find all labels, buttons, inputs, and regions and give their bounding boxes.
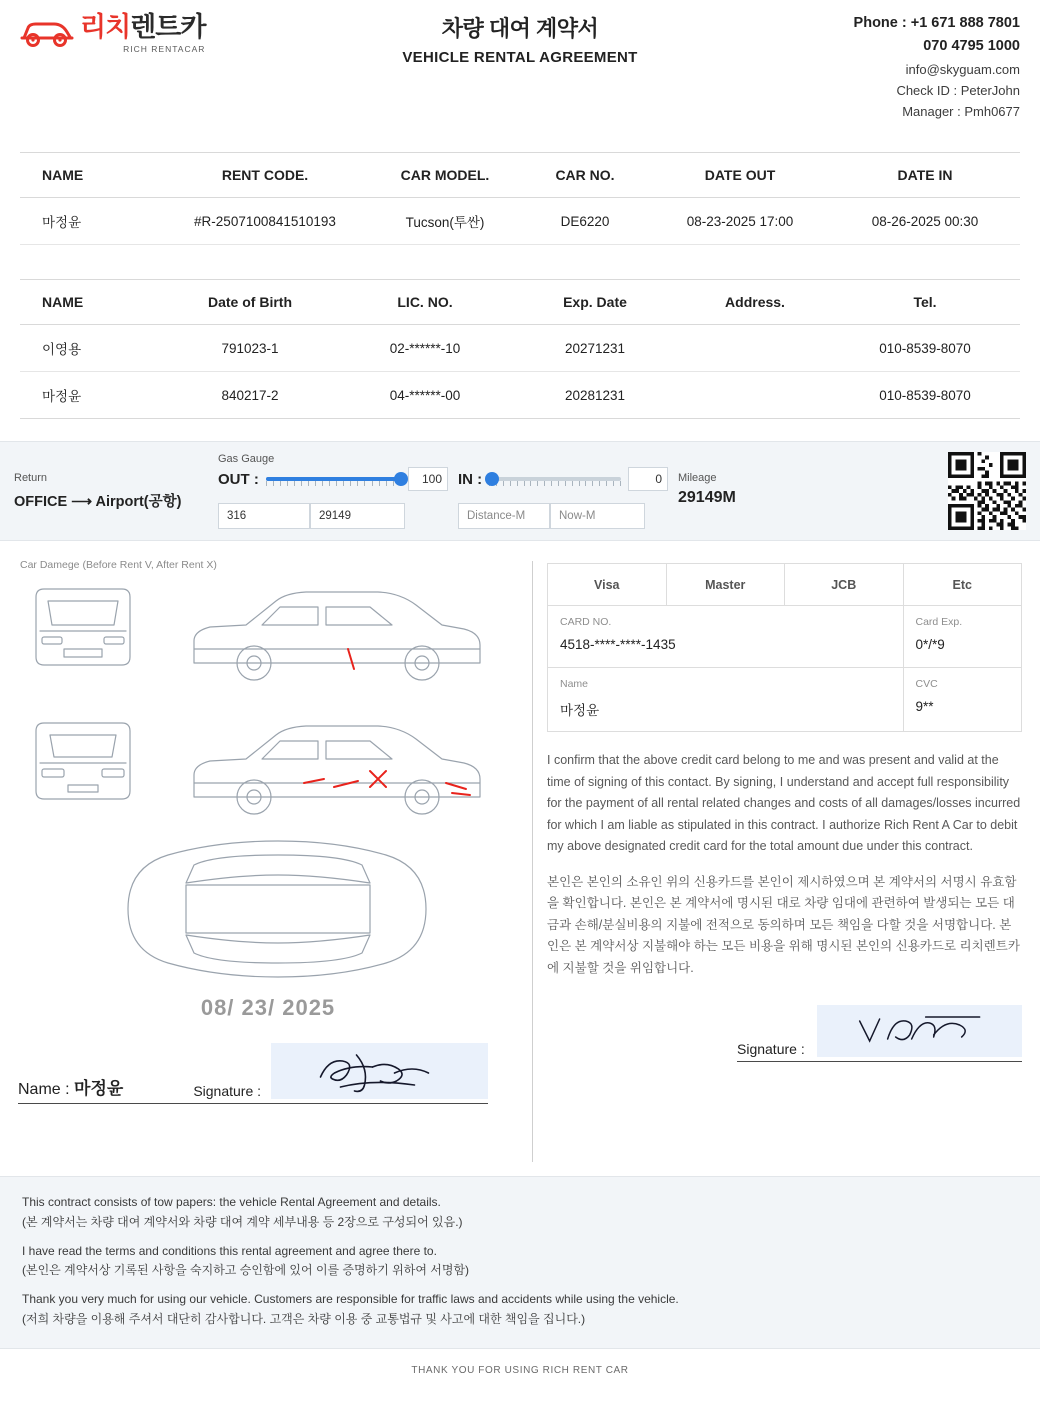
card-no-label: CARD NO.: [560, 616, 612, 628]
card-cvc-label: CVC: [915, 678, 938, 690]
contact-phone-2: 070 4795 1000: [923, 38, 1020, 55]
note-1-ko: (본 계약서는 차량 대여 계약서와 차량 대여 계약 세부내용 등 2장으로 구성되어 있음.): [22, 1214, 463, 1229]
card-name-label: Name: [560, 678, 589, 690]
card-no-cell: [548, 606, 904, 668]
gas-out-slider[interactable]: [266, 471, 401, 487]
logo-subtitle: RICH RENTACAR: [123, 44, 206, 54]
contact-manager: Manager : Pmh0677: [902, 104, 1020, 120]
cell-car-no: DE6220: [520, 198, 650, 245]
card-type-jcb[interactable]: JCB: [785, 564, 904, 606]
cell-car-model: Tucson(투싼): [370, 198, 520, 245]
mileage-label: Mileage: [678, 471, 717, 484]
card-type-etc[interactable]: Etc: [903, 564, 1022, 606]
return-location-block: [8, 472, 208, 511]
signature-label-left: Signature :: [193, 1083, 262, 1099]
cell-tel: 010-8539-8070: [830, 325, 1020, 372]
middle-panel: [0, 541, 1040, 1176]
table-row: [20, 198, 1020, 245]
payment-section: [547, 553, 1022, 1176]
col-date-out: DATE OUT: [650, 153, 830, 198]
cell-name: 마정윤: [20, 198, 160, 245]
car-side-view-top: [194, 592, 480, 680]
name-label-text: Name :: [18, 1081, 70, 1098]
card-type-row: [548, 564, 1022, 606]
cell-driver-name: 마정윤: [20, 372, 160, 419]
damage-caption: Car Damege (Before Rent V, After Rent X): [20, 559, 217, 571]
gas-out-value[interactable]: 100: [408, 467, 448, 491]
cell-exp-date: 20271231: [510, 325, 680, 372]
car-logo-icon: [20, 18, 74, 50]
note-3-en: Thank you very much for using our vehicle. Customers are responsible for traffic laws and accidents while using the vehicle.: [22, 1292, 679, 1307]
cell-tel: 010-8539-8070: [830, 372, 1020, 419]
note-2: [22, 1242, 1018, 1282]
note-2-en: I have read the terms and conditions this rental agreement and agree there to.: [22, 1243, 437, 1258]
cell-driver-name: 이영용: [20, 325, 160, 372]
title-korean: 차량 대여 계약서: [441, 16, 599, 41]
col-lic-no: LIC. NO.: [340, 280, 510, 325]
rental-table: [20, 152, 1020, 245]
note-1-en: This contract consists of tow papers: the vehicle Rental Agreement and details.: [22, 1195, 441, 1209]
slider-ticks: [266, 481, 401, 486]
contact-block: [720, 8, 1020, 122]
contact-email: info@skyguam.com: [905, 61, 1020, 77]
table-row: [20, 325, 1020, 372]
card-type-visa[interactable]: Visa: [548, 564, 667, 606]
card-number-row: [548, 606, 1022, 668]
card-no-value: 4518-****-****-1435: [560, 637, 676, 652]
card-exp-cell: [903, 606, 1022, 668]
col-date-in: DATE IN: [830, 153, 1020, 198]
vertical-divider: [532, 561, 533, 1162]
col-tel: Tel.: [830, 280, 1020, 325]
signature-pad-left[interactable]: [271, 1043, 488, 1099]
cell-address: [680, 325, 830, 372]
slider-knob[interactable]: [394, 472, 408, 486]
col-rent-code: RENT CODE.: [160, 153, 370, 198]
car-side-view-bottom: [194, 726, 480, 814]
car-diagram-group: [18, 579, 488, 989]
damage-marks: [304, 649, 470, 795]
title-english: VEHICLE RENTAL AGREEMENT: [402, 49, 638, 66]
logo-text-ko-red: 리치: [80, 12, 131, 42]
note-2-ko: (본인은 계약서상 기록된 사항을 숙지하고 승인함에 있어 이를 증명하기 위하여 서명함): [22, 1263, 470, 1278]
col-dob: Date of Birth: [160, 280, 340, 325]
page-title: [320, 8, 720, 66]
col-driver-name: NAME: [20, 280, 160, 325]
cell-lic-no: 04-******-00: [340, 372, 510, 419]
gas-out-block: [218, 453, 448, 529]
car-damage-section: [18, 553, 518, 1176]
car-rear-view: [36, 723, 130, 799]
cell-dob: 840217-2: [160, 372, 340, 419]
gas-out-input-mileage[interactable]: 29149: [310, 503, 405, 529]
qr-code: [948, 452, 1026, 530]
card-table: [547, 563, 1022, 732]
brand-logo: [20, 8, 320, 54]
customer-signature-row: [18, 1043, 488, 1104]
document-header: [0, 0, 1040, 130]
card-name-value: 마정윤: [560, 703, 600, 718]
car-top-view: [128, 841, 426, 977]
logo-text-ko-dark: 렌트카: [130, 12, 206, 42]
mileage-block: [678, 472, 783, 511]
return-value: OFFICE ⟶ Airport(공항): [14, 493, 182, 510]
gas-in-block: [458, 453, 668, 529]
gas-gauge-title: Gas Gauge: [218, 453, 275, 465]
cell-address: [680, 372, 830, 419]
return-label: Return: [14, 471, 48, 484]
signature-pad-right[interactable]: [817, 1005, 1022, 1057]
table-header-row: [20, 280, 1020, 325]
card-name-cell: [548, 668, 904, 732]
cell-dob: 791023-1: [160, 325, 340, 372]
gas-out-input-distance[interactable]: 316: [218, 503, 310, 529]
gas-in-slider[interactable]: [489, 471, 621, 487]
slider-knob[interactable]: [485, 472, 499, 486]
gas-in-label: IN :: [458, 470, 483, 488]
customer-name-value: 마정윤: [74, 1079, 124, 1098]
table-row: [20, 372, 1020, 419]
signature-label-right: Signature :: [737, 1041, 805, 1057]
driver-table: [20, 279, 1020, 419]
card-exp-label: Card Exp.: [915, 616, 963, 628]
card-exp-value: 0*/*9: [915, 637, 945, 652]
mileage-value: 29149M: [678, 488, 736, 506]
gas-out-label: OUT :: [218, 470, 259, 488]
cell-date-out: 08-23-2025 17:00: [650, 198, 830, 245]
note-1: [22, 1193, 1018, 1233]
col-car-no: CAR NO.: [520, 153, 650, 198]
rental-info-section: [0, 152, 1040, 245]
col-name: NAME: [20, 153, 160, 198]
gas-in-value[interactable]: 0: [628, 467, 668, 491]
cell-rent-code: #R-2507100841510193: [160, 198, 370, 245]
col-address: Address.: [680, 280, 830, 325]
card-cvc-cell: [903, 668, 1022, 732]
cell-date-in: 08-26-2025 00:30: [830, 198, 1020, 245]
driver-info-section: [0, 279, 1040, 419]
gas-in-spacer: [458, 453, 668, 465]
note-3: [22, 1290, 1018, 1330]
contact-check-id: Check ID : PeterJohn: [896, 83, 1020, 99]
contract-notes: [0, 1176, 1040, 1349]
footer-thanks: THANK YOU FOR USING RICH RENT CAR: [411, 1364, 629, 1376]
gas-gauge-bar: [0, 441, 1040, 541]
slider-ticks: [489, 481, 621, 486]
card-cvc-value: 9**: [915, 699, 934, 714]
damage-date: 08/ 23/ 2025: [200, 995, 336, 1020]
note-3-ko: (저희 차량을 이용해 주셔서 대단히 감사합니다. 고객은 차량 이용 중 교통법규 및 사고에 대한 책임을 집니다.): [22, 1311, 586, 1326]
cell-exp-date: 20281231: [510, 372, 680, 419]
terms-english: I confirm that the above credit card belong to me and was present and valid at the time of signing of this contact. By signing, I understand and accept full responsibility for the payment of all rental related changes and costs of all damages/losses incurred for which I am liable as stipulated in this contract. I authorize Rich Rent A Car to debit my above designated credit card for the total amount due under this contract.: [547, 753, 1021, 853]
col-car-model: CAR MODEL.: [370, 153, 520, 198]
gas-in-input-now[interactable]: Now-M: [550, 503, 645, 529]
cell-lic-no: 02-******-10: [340, 325, 510, 372]
customer-name-label: [18, 1074, 123, 1099]
col-exp-date: Exp. Date: [510, 280, 680, 325]
gas-in-input-distance[interactable]: Distance-M: [458, 503, 550, 529]
terms-korean: 본인은 본인의 소유인 위의 신용카드를 본인이 제시하였으며 본 계약서의 서명시 유효함을 확인합니다. 본인은 본 계약서에 명시된 대로 차량 임대에 관련하여 발생되는 모든 대금과 손해/분실비용의 지불에 전적으로 동의하며 모든 책임을 다할 것을 서명합니다. 본인은 본 계약서상 지불해야 하는 모든 비용을 위해 명시된 본인의 신용카드로 리치렌트카에 지불할 것을 위임합니다.: [547, 874, 1020, 975]
table-header-row: [20, 153, 1020, 198]
card-name-row: [548, 668, 1022, 732]
contact-phone-1: Phone : +1 671 888 7801: [853, 15, 1020, 31]
card-type-master[interactable]: Master: [666, 564, 785, 606]
card-signature-row: [737, 1005, 1022, 1062]
car-front-view: [36, 589, 130, 665]
